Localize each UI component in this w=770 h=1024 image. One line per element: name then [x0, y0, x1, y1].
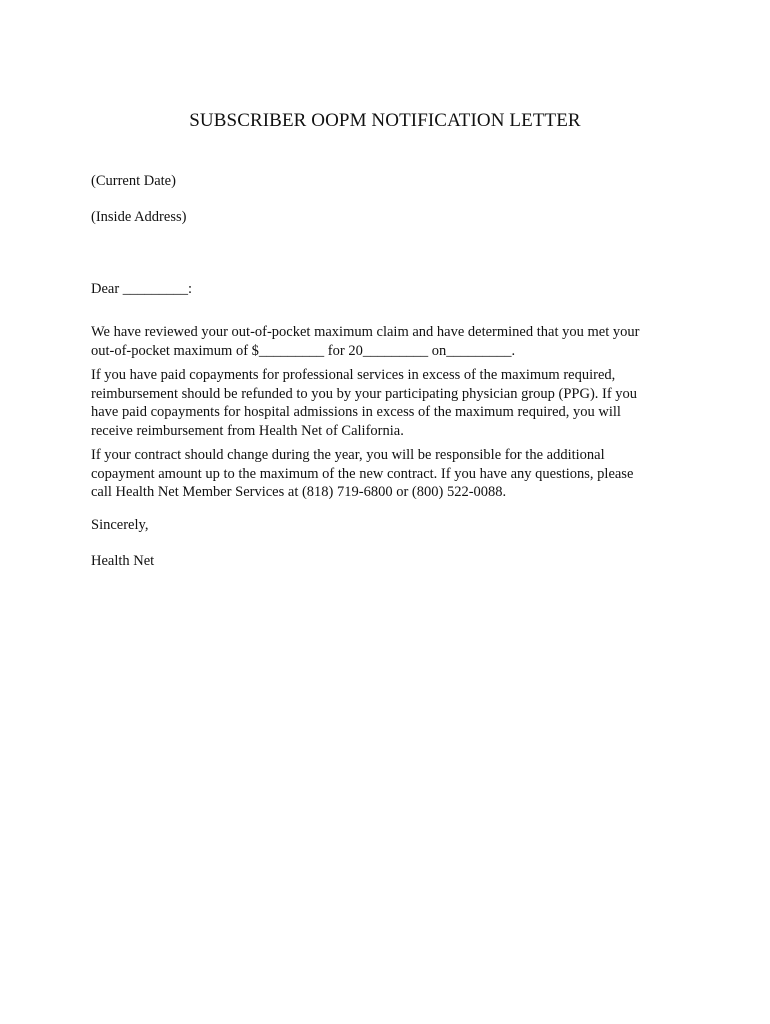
salutation: Dear _________:	[91, 281, 193, 297]
paragraph-line: call Health Net Member Services at (818) 719-6800 or (800) 522-0088.	[91, 484, 507, 500]
paragraph-line: copayment amount up to the maximum of the new contract. If you have any questions, please	[91, 465, 634, 482]
closing: Sincerely,	[91, 517, 149, 533]
inside-address-placeholder: (Inside Address)	[91, 209, 187, 225]
paragraph-line: If your contract should change during the year, you will be responsible for the additional	[91, 447, 605, 463]
paragraph-line: If you have paid copayments for professional services in excess of the maximum required,	[91, 367, 616, 383]
paragraph-reimbursement	[91, 366, 691, 440]
signature: Health Net	[91, 553, 155, 569]
paragraph-line: out-of-pocket maximum of $_________ for 20_________ on_________.	[91, 342, 516, 359]
paragraph-oopm-met	[91, 323, 691, 360]
paragraph-line: receive reimbursement from Health Net of California.	[91, 422, 404, 439]
current-date-placeholder: (Current Date)	[91, 173, 176, 189]
paragraph-line: have paid copayments for hospital admissions in excess of the maximum required, you will	[91, 404, 621, 420]
paragraph-line: We have reviewed your out-of-pocket maximum claim and have determined that you met your	[91, 324, 640, 340]
letter-title: SUBSCRIBER OOPM NOTIFICATION LETTER	[189, 110, 581, 131]
paragraph-contract-change	[91, 446, 691, 502]
paragraph-line: reimbursement should be refunded to you by your participating physician group (PPG). If you	[91, 385, 638, 402]
